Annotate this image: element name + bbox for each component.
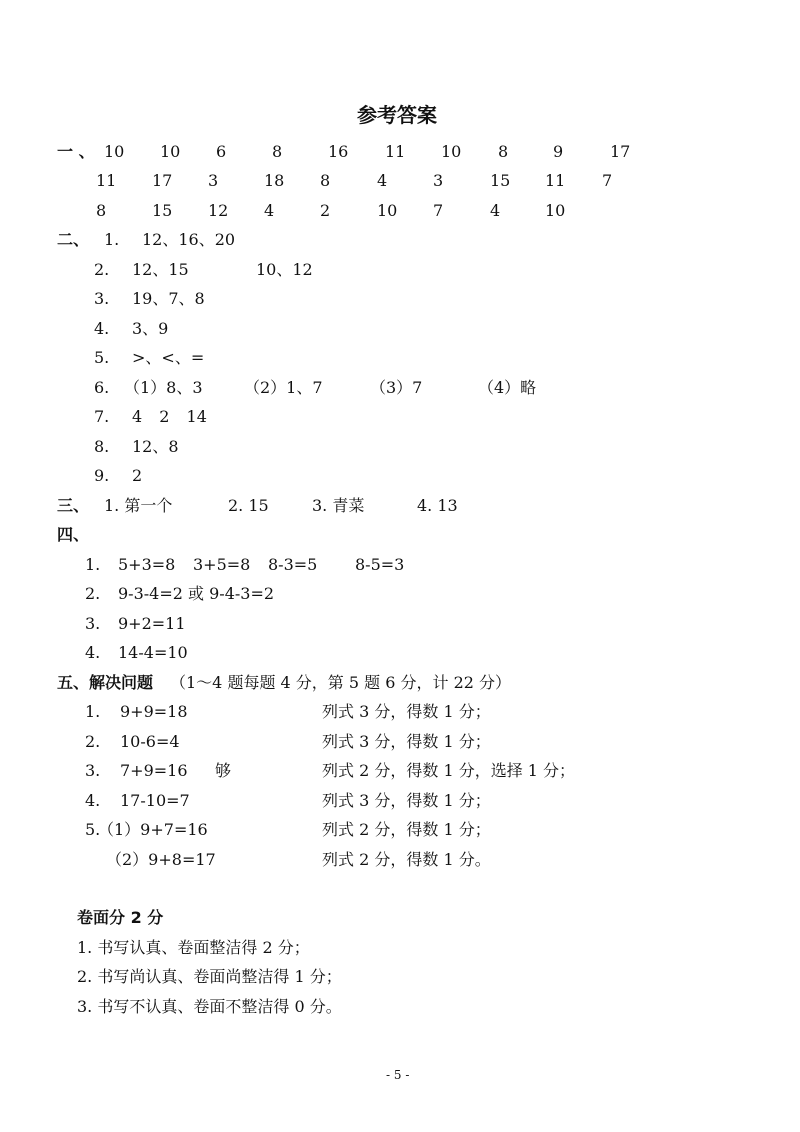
neatness-heading: 卷面分 2 分	[77, 908, 164, 927]
s1-answer: 7	[602, 171, 613, 190]
s1-answer: 9	[553, 142, 564, 161]
s4-q1-eq-c: 8-3=5	[268, 555, 318, 574]
s5-row5-score: 列式 2 分，得数 1 分；	[322, 820, 491, 839]
s2-q2-answer-a: 12、15	[132, 260, 189, 279]
s1-answer: 12	[208, 201, 229, 220]
s2-q4-answer: 3、9	[132, 319, 169, 338]
s5-row1-score: 列式 3 分，得数 1 分；	[322, 702, 491, 721]
s1-answer: 17	[152, 171, 173, 190]
s1-answer: 10	[160, 142, 181, 161]
s1-answer: 11	[545, 171, 566, 190]
s2-q3-number: 3.	[94, 289, 110, 308]
section-5-note: （1～4 题每题 4 分，第 5 题 6 分，计 22 分）	[170, 673, 512, 692]
s1-answer: 4	[264, 201, 275, 220]
s2-q2-answer-b: 10、12	[256, 260, 313, 279]
s1-answer: 4	[377, 171, 388, 190]
s1-answer: 8	[320, 171, 331, 190]
s5-row4-equation: 17-10=7	[120, 791, 190, 810]
s5-row2-score: 列式 3 分，得数 1 分；	[322, 732, 491, 751]
page-number: - 5 -	[386, 1068, 410, 1082]
section-5-label: 五、解决问题	[57, 673, 154, 692]
s5-row1-number: 1.	[85, 702, 101, 721]
s2-q9-answer: 2	[132, 466, 143, 485]
s3-answer-1: 1. 第一个	[104, 496, 173, 515]
s1-answer: 4	[490, 201, 501, 220]
s1-answer: 10	[104, 142, 125, 161]
s2-q7-number: 7.	[94, 407, 110, 426]
s1-answer: 6	[216, 142, 227, 161]
s5-row5-number: 5.	[85, 820, 101, 839]
s5-row5-equation: （1）9+7=16	[98, 820, 208, 839]
s2-q7-answer: 4 2 14	[132, 407, 207, 426]
s1-answer: 17	[610, 142, 631, 161]
s1-answer: 2	[320, 201, 331, 220]
s5-row3-score: 列式 2 分，得数 1 分，选择 1 分；	[322, 761, 576, 780]
s1-answer: 11	[96, 171, 117, 190]
section-4-label: 四、	[57, 525, 90, 544]
s5-row2-number: 2.	[85, 732, 101, 751]
s4-q4-answer: 14-4=10	[118, 643, 188, 662]
s5-row3-extra: 够	[215, 761, 232, 780]
s5-row4-number: 4.	[85, 791, 101, 810]
s2-q5-number: 5.	[94, 348, 110, 367]
s2-q6-answer-d: （4）略	[478, 378, 537, 397]
s1-answer: 8	[272, 142, 283, 161]
s2-q5-answer: >、<、=	[132, 348, 205, 367]
s1-answer: 15	[490, 171, 511, 190]
s1-answer: 11	[385, 142, 406, 161]
s4-q1-eq-d: 8-5=3	[355, 555, 405, 574]
neatness-item-2: 2. 书写尚认真、卷面尚整洁得 1 分；	[77, 967, 342, 986]
s2-q6-answer-a: （1）8、3	[124, 378, 203, 397]
s2-q2-number: 2.	[94, 260, 110, 279]
s4-q2-number: 2.	[85, 584, 101, 603]
s1-answer: 3	[433, 171, 444, 190]
s4-q2-answer: 9-3-4=2 或 9-4-3=2	[118, 584, 275, 603]
neatness-item-3: 3. 书写不认真、卷面不整洁得 0 分。	[77, 997, 342, 1016]
s1-answer: 3	[208, 171, 219, 190]
s5-row4-score: 列式 3 分，得数 1 分；	[322, 791, 491, 810]
s2-q6-answer-c: （3）7	[370, 378, 423, 397]
s1-answer: 8	[498, 142, 509, 161]
s2-q8-number: 8.	[94, 437, 110, 456]
s5-row1-equation: 9+9=18	[120, 702, 188, 721]
s3-answer-3: 3. 青菜	[312, 496, 365, 515]
s5-row6-equation: （2）9+8=17	[106, 850, 216, 869]
s2-q3-answer: 19、7、8	[132, 289, 205, 308]
s5-row3-number: 3.	[85, 761, 101, 780]
s1-answer: 10	[441, 142, 462, 161]
s5-row6-score: 列式 2 分，得数 1 分。	[322, 850, 491, 869]
neatness-item-1: 1. 书写认真、卷面整洁得 2 分；	[77, 938, 310, 957]
s3-answer-4: 4. 13	[417, 496, 458, 515]
s1-answer: 10	[377, 201, 398, 220]
s2-q9-number: 9.	[94, 466, 110, 485]
page-title: 参考答案	[357, 103, 437, 127]
section-1-label: 一 、	[57, 142, 95, 161]
s4-q3-number: 3.	[85, 614, 101, 633]
s4-q4-number: 4.	[85, 643, 101, 662]
s2-q1-answer: 12、16、20	[142, 230, 236, 249]
s5-row3-equation: 7+9=16	[120, 761, 188, 780]
s4-q1-eq-a: 5+3=8	[118, 555, 176, 574]
section-3-label: 三、	[57, 496, 90, 515]
s1-answer: 16	[328, 142, 349, 161]
s2-q6-answer-b: （2）1、7	[244, 378, 323, 397]
s2-q4-number: 4.	[94, 319, 110, 338]
s2-q1-number: 1.	[104, 230, 120, 249]
s2-q6-number: 6.	[94, 378, 110, 397]
s4-q1-eq-b: 3+5=8	[193, 555, 251, 574]
s3-answer-2: 2. 15	[228, 496, 269, 515]
s4-q1-number: 1.	[85, 555, 101, 574]
s4-q3-answer: 9+2=11	[118, 614, 186, 633]
s1-answer: 10	[545, 201, 566, 220]
s2-q8-answer: 12、8	[132, 437, 179, 456]
s1-answer: 7	[433, 201, 444, 220]
section-2-label: 二、	[57, 230, 90, 249]
s1-answer: 18	[264, 171, 285, 190]
s1-answer: 15	[152, 201, 173, 220]
s1-answer: 8	[96, 201, 107, 220]
s5-row2-equation: 10-6=4	[120, 732, 180, 751]
